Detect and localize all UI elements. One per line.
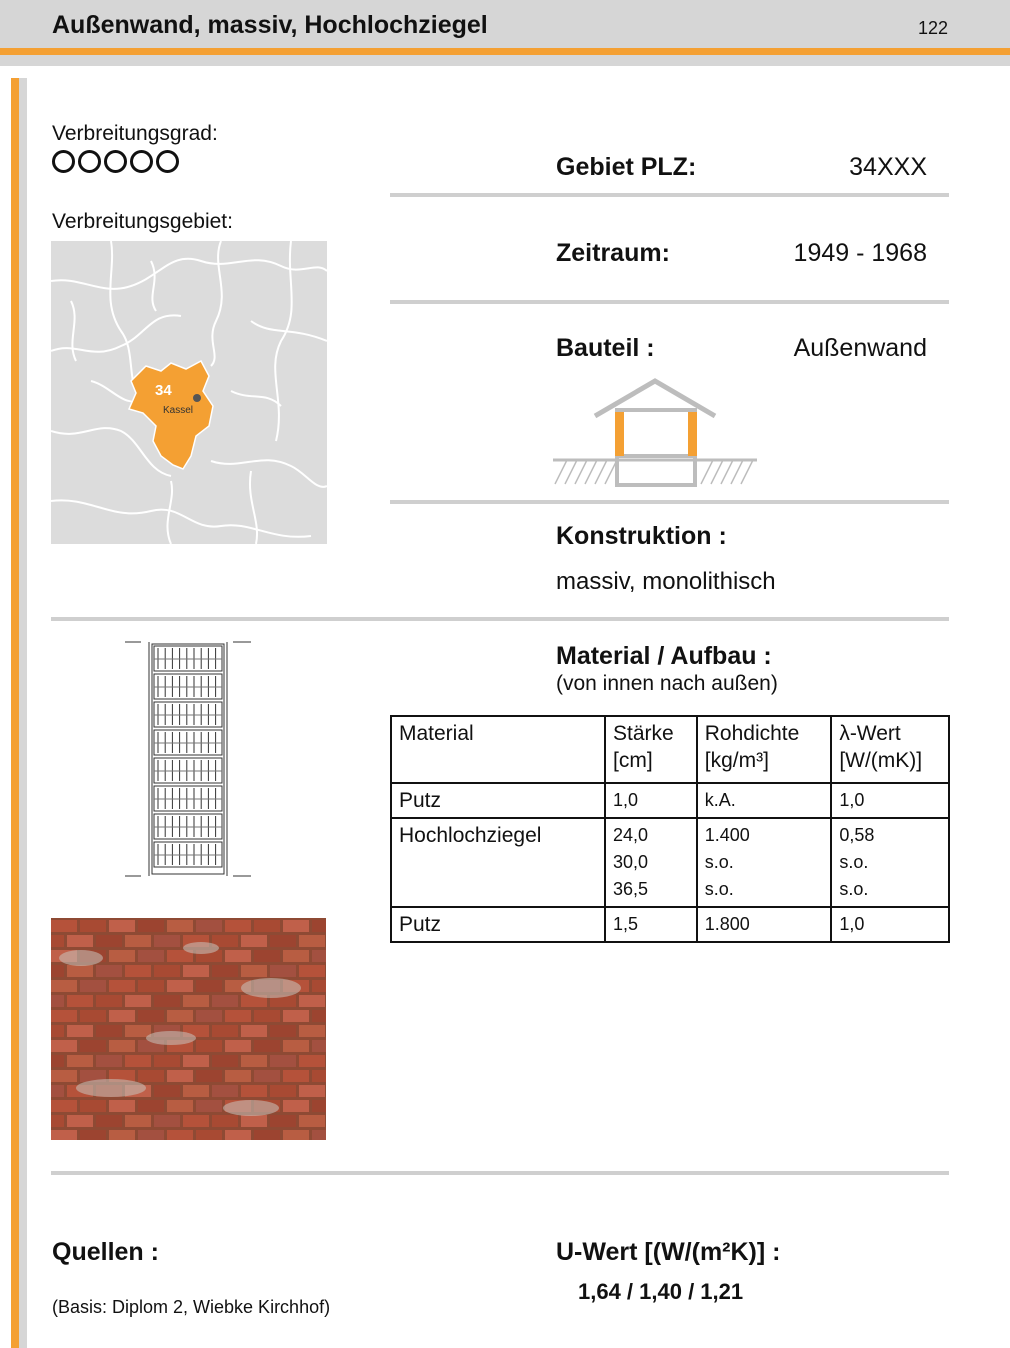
brick-wall-photo: [51, 918, 326, 1140]
cell-lambda: 1,0: [831, 783, 949, 818]
rating-circle-icon: [130, 150, 153, 173]
city-marker-icon: [193, 394, 201, 402]
region-map: [51, 241, 327, 544]
header-accent-line: [0, 48, 1010, 55]
rating-circle-icon: [78, 150, 101, 173]
rating-circle-icon: [156, 150, 179, 173]
cell-rohdichte: k.A.: [697, 783, 832, 818]
divider: [51, 1171, 949, 1175]
cell-material: Putz: [391, 783, 605, 818]
material-title: Material / Aufbau :: [556, 642, 772, 670]
gebiet-label: Gebiet PLZ:: [556, 153, 697, 181]
map-city-label: Kassel: [163, 405, 194, 416]
cell-material: Putz: [391, 907, 605, 942]
divider: [390, 193, 949, 197]
divider: [51, 617, 949, 621]
cell-lambda: 1,0: [831, 907, 949, 942]
cell-staerke: 1,5: [605, 907, 697, 942]
header-lambda: λ-Wert [W/(mK)]: [831, 716, 949, 783]
header-material: Material: [391, 716, 605, 783]
cell-staerke: 24,0 30,0 36,5: [605, 818, 697, 907]
cell-material: Hochlochziegel: [391, 818, 605, 907]
quellen-label: Quellen :: [52, 1238, 159, 1266]
page-title: Außenwand, massiv, Hochlochziegel: [52, 11, 488, 39]
table-row: [391, 818, 949, 907]
cell-rohdichte: 1.400 s.o. s.o.: [697, 818, 832, 907]
cell-rohdichte: 1.800: [697, 907, 832, 942]
zeitraum-label: Zeitraum:: [556, 239, 670, 267]
header-staerke: Stärke [cm]: [605, 716, 697, 783]
bauteil-value: Außenwand: [793, 334, 927, 362]
gebiet-value: 34XXX: [849, 153, 927, 181]
header-rohdichte: Rohdichte [kg/m³]: [697, 716, 832, 783]
zeitraum-value: 1949 - 1968: [793, 239, 927, 267]
verbreitungsgebiet-label: Verbreitungsgebiet:: [52, 210, 233, 233]
bauteil-label: Bauteil :: [556, 334, 655, 362]
uwert-label: U-Wert [(W/(m²K)] :: [556, 1238, 781, 1266]
header-gray-line: [0, 55, 1010, 66]
divider: [390, 500, 949, 504]
table-header-row: [391, 716, 949, 783]
page-number: 122: [917, 18, 948, 38]
rating-circle-icon: [52, 150, 75, 173]
konstruktion-label: Konstruktion :: [556, 522, 727, 550]
rating-circle-icon: [104, 150, 127, 173]
verbreitungsgrad-label: Verbreitungsgrad:: [52, 122, 218, 145]
verbreitungsgrad-rating: [52, 150, 179, 173]
table-row: [391, 783, 949, 818]
left-accent-stripe: [11, 78, 19, 1348]
uwert-value: 1,64 / 1,40 / 1,21: [578, 1279, 744, 1304]
cell-staerke: 1,0: [605, 783, 697, 818]
quellen-value: (Basis: Diplom 2, Wiebke Kirchhof): [52, 1297, 331, 1317]
material-table: [390, 715, 950, 943]
material-subtitle: (von innen nach außen): [556, 672, 778, 695]
konstruktion-value: massiv, monolithisch: [556, 568, 776, 595]
left-gray-stripe: [19, 78, 27, 1348]
cell-lambda: 0,58 s.o. s.o.: [831, 818, 949, 907]
table-row: [391, 907, 949, 942]
house-component-icon: [553, 376, 757, 490]
map-region-code: 34: [155, 382, 172, 399]
divider: [390, 300, 949, 304]
wall-section-drawing: [125, 638, 253, 880]
